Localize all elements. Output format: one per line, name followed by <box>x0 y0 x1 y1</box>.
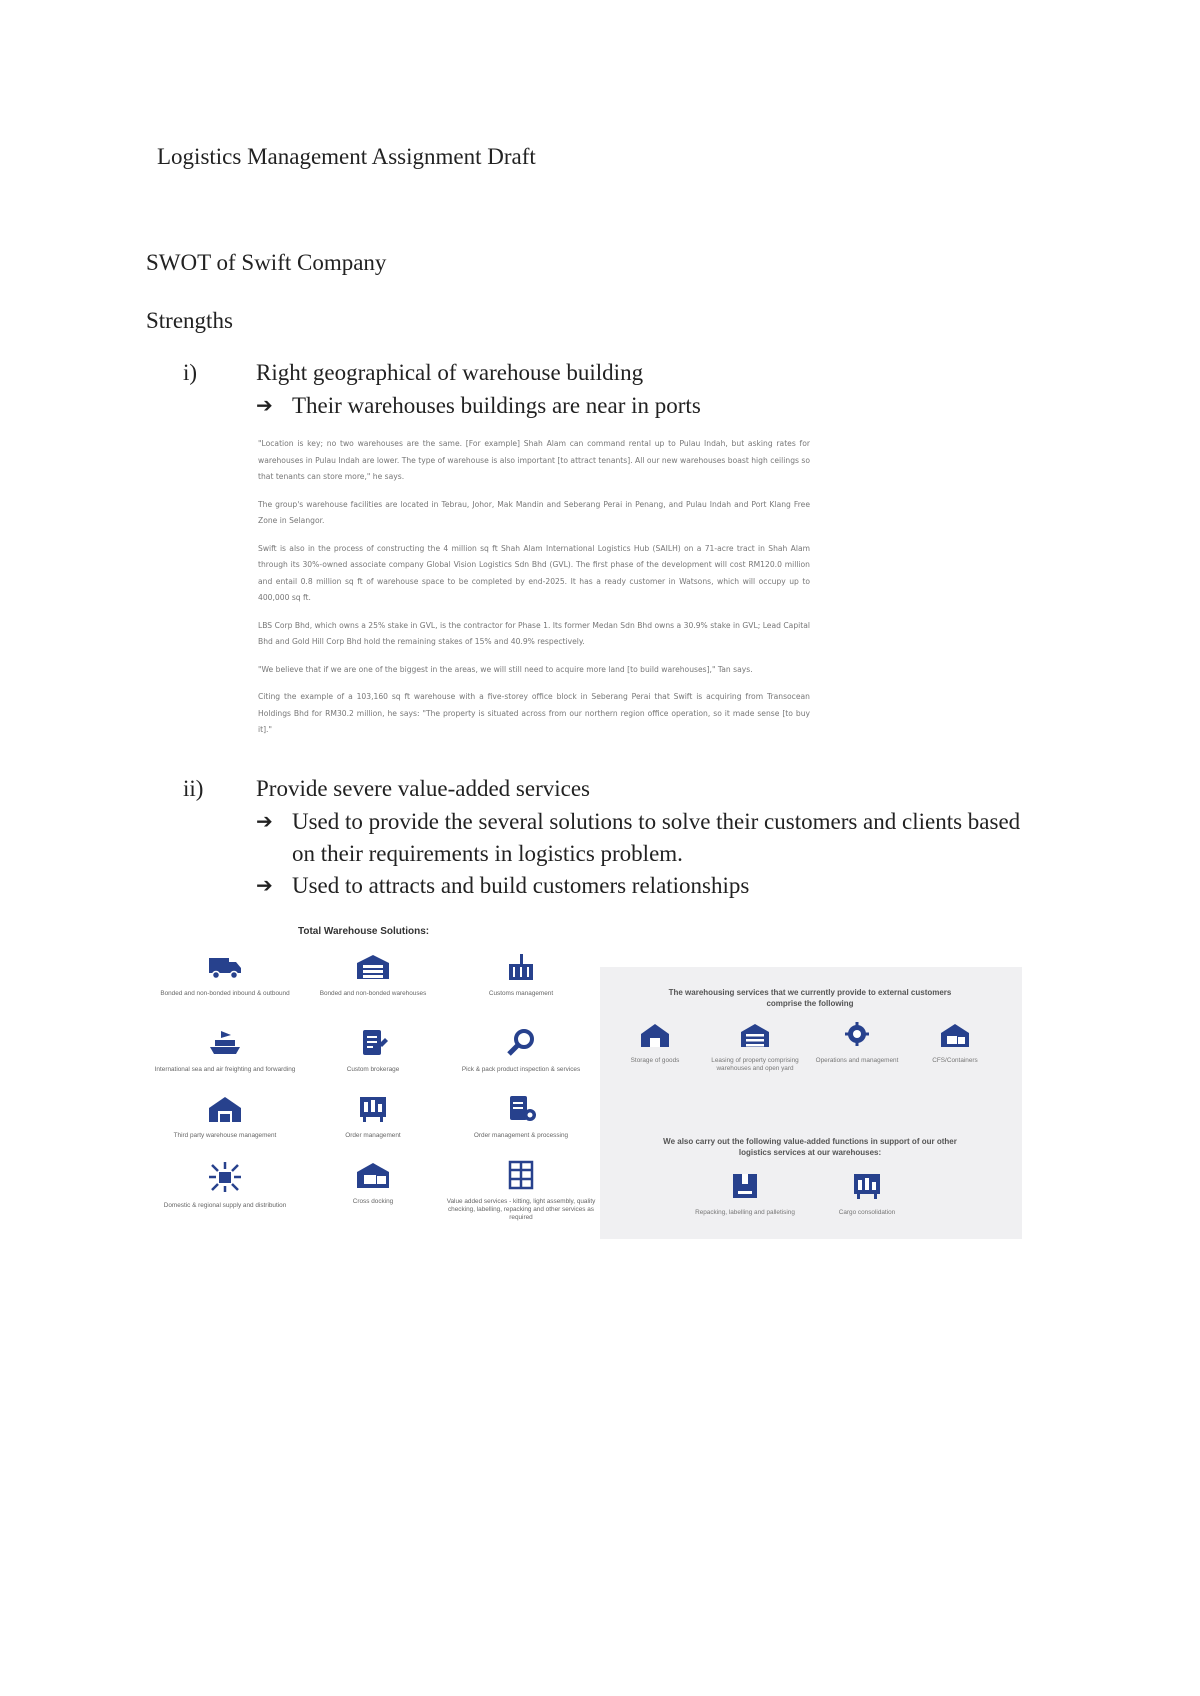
solution-item: Pick & pack product inspection & services <box>446 1028 596 1074</box>
article-paragraph: "Location is key; no two warehouses are the same. [For example] Shah Alam can command rental up to Pulau Indah, but asking rates for warehouses in Pulau Indah are lower. The type of warehouse is also important [to attract tenants]. All our new warehouses boast high ceilings so that tenants can store more," he says. <box>258 439 810 481</box>
distribution-box-icon <box>205 1160 245 1194</box>
cargo-consolidation-icon <box>849 1171 885 1201</box>
service-item: Leasing of property comprising warehouses and open yard <box>700 1021 810 1073</box>
solution-item: Cross docking <box>298 1160 448 1206</box>
operations-gear-icon <box>841 1021 873 1049</box>
article-paragraph: "We believe that if we are one of the biggest in the areas, we will still need to acquire more land [to build warehouses]," Tan says. <box>258 664 753 674</box>
article-paragraph: Swift is also in the process of constructing the 4 million sq ft Shah Alam International Logistics Hub (SAILH) on a 71-acre tract in Shah Alam through its 30%-owned associate company Global Vision Logistics Sdn Bhd (GVL). The first phase of the development will cost RM120.0 million and entail 0.8 million sq ft of warehouse space to be completed by end-2025. It has a ready customer in Watsons, which will occupy up to 400,000 sq ft. <box>258 543 810 602</box>
function-item: Cargo consolidation <box>812 1171 922 1217</box>
arrow-icon: ➔ <box>256 393 273 417</box>
cross-dock-icon <box>355 1160 391 1190</box>
item-label: Provide severe value-added services <box>256 776 590 801</box>
solution-item: Value added services - kitting, light assembly, quality checking, labelling, repacking and other services as required <box>446 1160 596 1222</box>
solution-item: Customs management <box>446 952 596 998</box>
solution-item: Third party warehouse management <box>150 1094 300 1140</box>
arrow-icon: ➔ <box>256 809 273 833</box>
panel-subheading: We also carry out the following value-added functions in support of our other logistics services at our warehouses: <box>663 1137 957 1157</box>
function-item: Repacking, labelling and palletising <box>690 1171 800 1217</box>
item-number: ii) <box>183 776 204 801</box>
solution-item: Custom brokerage <box>298 1028 448 1074</box>
service-item: CFS/Containers <box>900 1021 1010 1065</box>
document-title: Logistics Management Assignment Draft <box>157 144 536 169</box>
article-paragraph: Citing the example of a 103,160 sq ft warehouse with a five-storey office block in Seberang Perai that Swift is acquiring from Transocean Holdings Bhd for RM30.2 million, he says: "The property is situated across from our northern region office operation, so it made sense [to buy it]." <box>258 692 810 734</box>
bullet-point: ➔ Used to provide the several solutions to solve their customers and clients based on their requirements in logistics problem. <box>256 806 1026 870</box>
solution-item: International sea and air freighting and forwarding <box>150 1028 300 1074</box>
storage-home-icon <box>639 1021 671 1049</box>
services-panel <box>600 967 1022 1239</box>
bullet-point: ➔ Their warehouses buildings are near in ports <box>256 390 1016 422</box>
solution-item: Bonded and non-bonded warehouses <box>298 952 448 998</box>
solution-item: Bonded and non-bonded inbound & outbound <box>150 952 300 998</box>
leasing-warehouse-icon <box>739 1021 771 1049</box>
article-paragraph: LBS Corp Bhd, which owns a 25% stake in GVL, is the contractor for Phase 1. Its former Medan Sdn Bhd owns a 30.9% stake in GVL; Lead Capital Bhd and Gold Hill Corp Bhd hold the remaining stakes of 15% and 40.9% respectively. <box>258 620 810 646</box>
section-heading: SWOT of Swift Company <box>146 250 387 275</box>
solution-item: Order management <box>298 1094 448 1140</box>
solution-item: Domestic & regional supply and distribution <box>150 1160 300 1210</box>
warehouse-home-icon <box>207 1094 243 1124</box>
document-gear-icon <box>503 1094 539 1124</box>
panel-heading: The warehousing services that we currently provide to external customers comprise the following <box>668 988 952 1008</box>
truck-icon <box>207 952 243 982</box>
crane-container-icon <box>503 952 539 982</box>
solutions-title: Total Warehouse Solutions: <box>298 926 430 937</box>
subsection-heading: Strengths <box>146 308 233 333</box>
document-edit-icon <box>355 1028 391 1058</box>
item-label: Right geographical of warehouse building <box>256 360 644 385</box>
bullet-point: ➔ Used to attracts and build customers relationships <box>256 870 1016 902</box>
arrow-icon: ➔ <box>256 873 273 897</box>
magnifier-box-icon <box>503 1028 539 1058</box>
container-truck-icon <box>939 1021 971 1049</box>
warehouse-icon <box>355 952 391 982</box>
order-board-icon <box>355 1094 391 1124</box>
item-number: i) <box>183 360 198 385</box>
repacking-box-icon <box>729 1171 761 1201</box>
ship-plane-icon <box>207 1028 243 1058</box>
service-item: Storage of goods <box>600 1021 710 1065</box>
article-excerpt <box>258 436 810 750</box>
shelves-icon <box>503 1160 539 1190</box>
service-item: Operations and management <box>802 1021 912 1065</box>
solution-item: Order management & processing <box>446 1094 596 1140</box>
article-paragraph: The group's warehouse facilities are located in Tebrau, Johor, Mak Mandin and Seberang Perai in Penang, and Pulau Indah and Port Klang Free Zone in Selangor. <box>258 499 810 525</box>
